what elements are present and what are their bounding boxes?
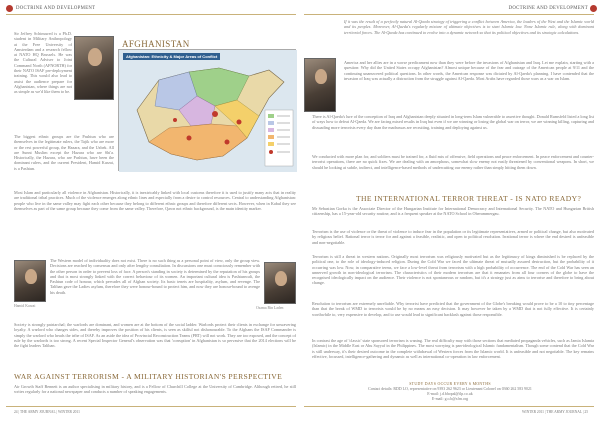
contact-email-2[interactable]: E-mail: g.o.b@sfrn.org bbox=[431, 397, 469, 401]
author-face bbox=[88, 48, 102, 66]
contact-heading: STUDY DAYS OCCUR EVERY 6 MONTHS bbox=[409, 382, 491, 386]
contact-box bbox=[340, 382, 560, 402]
map-title: Afghanistan: Ethnicity & Major Areas of Conflict bbox=[123, 53, 220, 60]
section-emblem-icon bbox=[6, 5, 13, 12]
int-body-4: Resolution to terrorism are extremely unreliable. Why terrorist have predicted that the government of the Globe's breaking would prove to be a 10 to tiny percentage than that the break of WMD to terrorists would be by no means an easy decision. It may however be taken by a WMD that is not fully effective. It is certainly worthwhile to, very expensive to develop, and to use would lead to significant backlash against those responsible. bbox=[312, 301, 594, 317]
bin-laden-portrait bbox=[304, 58, 336, 112]
footer-divider bbox=[6, 406, 296, 407]
bin-laden-caption: Osama Bin Laden bbox=[256, 306, 284, 310]
bin-laden-photo bbox=[264, 262, 296, 304]
karzai-photo bbox=[14, 260, 46, 302]
left-footer: 24 | THE ARMY JOURNAL | WINTER 2011 bbox=[14, 410, 80, 414]
contact-email-1[interactable]: E-mail: j.d.bhopal@tlp.co.uk bbox=[427, 392, 473, 396]
war-intro-text: Air Growth Staff Bennett is an author specialising in military history, and is a Fellow of Churchill College at the University of Cambridge. Although retired, he still writes regularly for a national newspaper and conducts a number of speaking engagements. bbox=[14, 384, 296, 395]
right-page bbox=[300, 0, 600, 424]
karzai-caption: Hamid Karzai bbox=[14, 304, 36, 308]
war-against-terrorism-title: WAR AGAINST TERRORISM - A MILITARY HISTORIAN'S PERSPECTIVE bbox=[14, 372, 283, 381]
int-body-1: Mr Sebastian Gorka is the Associate Director of the Hungarian Institute for International Democracy and International Security. The NATO and Hungarian British citizenship, has a 15-year-old security routine, and is a frequent speaker at the NATO School in Oberammergau. bbox=[312, 206, 594, 217]
contact-details: Contact details: RDD LO, representative on 9393 262 9623 or Lieutenant Colonel on 0360 262 583 9021 bbox=[368, 387, 532, 391]
body-paragraph-3: Society is strongly patriarchal; the warlords are dominant, and women are at the bottom of the social ladder. Warlords protect their clients in exchange for unwavering loyalty. A warlord who changes sides, and thereby improves the position of his clients, is seen as skilful not dishonourable. To the Afghans the ISAF Commander is simply the warlord who heads the tribe of ISAF. As an aside the idea of Provincial Reconstruction Teams (PRT) will not work. They are too exposed, and the concept of rule by the warlords is too strong. A recent Special Inspector General's observation was that 'corruption' in Afghanistan is so pervasive that the 2014 elections will be the fight leaders Taliban. bbox=[14, 322, 296, 349]
bin-laden-portrait-face bbox=[315, 69, 327, 84]
footer-divider bbox=[304, 406, 594, 407]
author-photo bbox=[74, 36, 114, 100]
bin-laden-face bbox=[275, 271, 287, 286]
right-body-1: America and her allies are in a worse predicament now than they were before the invasions of Afghanistan and Iraq. Let me explain, starting with a question: Why did the United States occupy Afghanistan? Almost unique because of the fear and outrage of the American people at 9/11 and the continuing unanswered political questions. In other words, the American response was dictated by Al-Qaeda's planning. I have contended that the invasion of Iraq was actually a distraction from the struggle against Al-Qaeda. Most Arabs have regarded those wars as a war on Islam. bbox=[344, 60, 594, 81]
int-body-5: In contrast the age of 'classic' state sponsored terrorism is waning. The real difficulty may with those sections that mediated propaganda vehicles, such as Jamia Islamia (Islamic) in the Middle East or Abu Sayyaf in the Philippines. The most worrying is pan-ideological Islamic fundamentalism. Though some contend that the Cold War is still underway, it's their desired outcome in the complete withdrawal of Western forces from the Islamic world. It is unfeasible and not negotiable. The key remains effective, focussed, intelligence-gathering and dynamic as well as international co-operation in law enforcement. bbox=[312, 338, 594, 359]
left-page-header: DOCTRINE AND DEVELOPMENT bbox=[16, 6, 96, 11]
right-body-3: We conducted with more plan for, and soldiers must be trained for, a fluid mix of offensive, field operations and peace enforcement. In peace enforcement and counter-terrorist operations, there are no quick fixes. We are dealing with an amorphous, somewhat slow enemy not easily threatened by conventional weapons. In short, we should be looking at subtle, indirect, and intelligence-based methods of undercutting our enemy rather than simply hitting them down. bbox=[312, 154, 594, 170]
right-page-header: DOCTRINE AND DEVELOPMENT bbox=[508, 6, 588, 11]
ethnic-map-figure bbox=[118, 49, 296, 171]
body-paragraph-2: The Western model of individuality does not exist. There is no such thing as a personal point of view, only the group view. Decisions are reached by consensus and only after lengthy consultation. In discussions one must consciously remember with the other person in order to prevent loss of face. A person's standing in society is determined by the reputation of his groups and that is most strongly linked with the correct behaviour of its women. An important cultural idea is Pashtunwali, the Pashtun code of honour, which pervades all of Afghan society. Its basic tenets are hospitality, asylum, and revenge. The Taliban gave the Ladies asylum, therefore they were honour-bound to protect him, and now they are honour-bound to avenge his death. bbox=[50, 258, 260, 295]
intro-continued-text: The biggest ethnic groups are the Pashtun who are themselves in the legitimate rulers, the Tajik who are more or the rest powerful group, the Hazara, and the Uzbek. All are Sunni Muslim except the Hazara who are Shi'a. Historically, the Hazara, who are Pashtun, have been the dominant rulers, and the current President, Hamid Karzai, is a Pashtun. bbox=[14, 134, 114, 171]
int-body-2: Terrorism is the use of violence or the threat of violence to induce fear in the population or its legitimate representatives, armed or political change, but also motivated by religious belief. Rational terror is terror for and against a feasible, realistic, and open to political resolution. Irrational terror is where the end desired is unfeasible and non-negotiable. bbox=[312, 229, 594, 245]
ethnic-map-svg bbox=[119, 50, 297, 172]
right-footer: WINTER 2011 | THE ARMY JOURNAL | 25 bbox=[522, 410, 588, 414]
header-divider bbox=[6, 14, 296, 15]
international-terror-title: THE INTERNATIONAL TERROR THREAT - IS NATO READY? bbox=[356, 194, 582, 203]
karzai-face bbox=[25, 269, 37, 284]
opening-quote: If it was the result of a perfectly natural Al-Qaeda strategy of triggering a conflict between America, the leaders of the West and the Islamic world and its peoples. Moreover, Al-Qaeda's regularly mixture of ultimate objectives is to start Islamic law. None Islamic rule, along with dominant territorial forces. The Al-Qaeda has continued to evolve into a dynamic network so that its political objectives and its strategic calculations. bbox=[344, 19, 594, 35]
section-emblem-icon bbox=[590, 5, 597, 12]
int-body-3: Terrorism is still a threat in western nations. Originally most terrorism was religiously motivated but as the legitimacy of kings diminished is be replaced by the political one, to the role of ideology-induced religion. During the Cold War we faced the ultimate threat of mutually assured destruction, but the probability of it occurring was low. Now, in comparative terms, we face a low-level threat from terrorism with a high probability of occurrence. The end of the Cold War has seen an unnerved growth in non-ideological terrorism. The characteristics of their modern terrorism are that it emanates from all four corners of the globe to have the recognised ideologically impact on the audience. Their violence is not spontaneous or random, but it's a strategy just as aims to terrorise and therefore to bring about change. bbox=[312, 254, 594, 286]
header-divider bbox=[304, 14, 594, 15]
body-paragraph-1: Most Islam and particularly all violence in Afghanistan. Historically, it is inextricably linked with local customs therefore it is used to justify many acts that in reality are traditional tribal practices. Much of the violence emerges along ethnic lines and especially from a desire to control resources. Central to understanding Afghanistan: people who live in the same valley may fight each other because they belong to different ethnic groups and therefore different sects. However, when in Kabul they see themselves as part of the same group because they come from the same valley. Therefore, Qawn not ethnic background, is the main identity marker. bbox=[14, 190, 296, 211]
intro-text: Sir Jeffrey Schinsured is a Ph.D. student in Military Anthropology at the Free University of Amsterdam and a research fellow at NATO HQ Brussels. He was the Cultural Adviser to Joint Command North (AFNORTH) for their NATO ISAF pre-deployment training. This would also lead to assist the audience prepare for Afghanistan, where things are not as simple as we'd like them to be. bbox=[14, 31, 72, 95]
right-body-2: There is Al-Qaeda's lure of the conception of Iraq and Afghanistan deeply situated in long-term Islam vulnerable to assertive thought. Donald Rumsfeld listed a long list of ways how to defeat Al-Qaeda. We are facing mixed results in Iraq but even if we are winning or losing the global war on terror, we are winning killing, capturing and dissuading more terrorists every day than the madrassas are recruiting, training and deploying against us. bbox=[312, 114, 594, 130]
afghanistan-title: AFGHANISTAN bbox=[122, 39, 190, 49]
